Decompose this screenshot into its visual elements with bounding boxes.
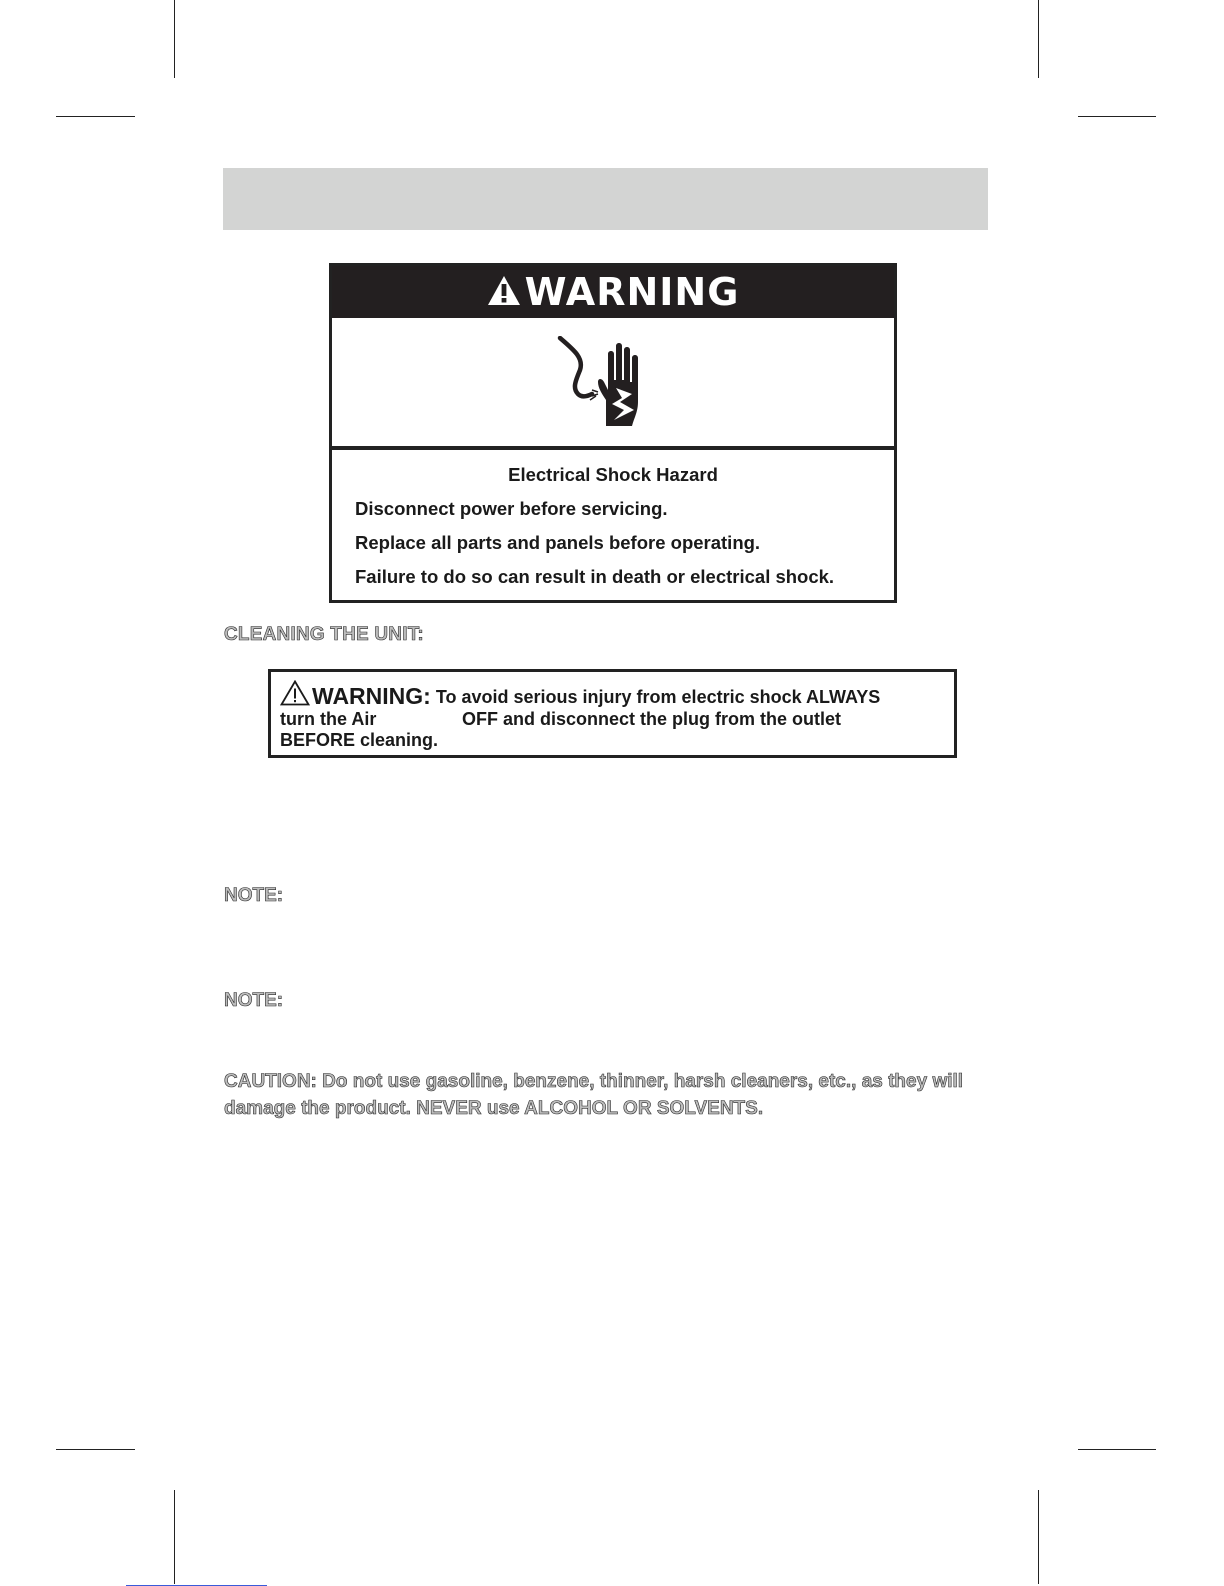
- note-label: NOTE:: [224, 885, 284, 906]
- cleaning-warning-line-3: BEFORE cleaning.: [280, 730, 439, 750]
- crop-mark-bottom-left-horizontal: [56, 1449, 135, 1450]
- cleaning-warning-line-1: [280, 680, 880, 710]
- caution-text: CAUTION: Do not use gasoline, benzene, thinner, harsh cleaners, etc., as they will damage the product. NEVER use ALCOHOL OR SOLVENTS.: [224, 1071, 964, 1119]
- hazard-instruction: Replace all parts and panels before operating.: [355, 532, 761, 553]
- crop-mark-top-left-vertical: [174, 0, 175, 78]
- warning-triangle-outline-icon: [280, 680, 310, 706]
- crop-mark-top-left-horizontal: [56, 116, 135, 117]
- warning-triangle-icon: [487, 274, 521, 308]
- warning-text-area: [332, 449, 894, 601]
- cleaning-warning-label: WARNING:: [312, 683, 431, 709]
- section-heading: CLEANING THE UNIT:: [224, 624, 424, 645]
- section-header-band: [223, 168, 988, 230]
- warning-title-bar: [332, 266, 894, 318]
- crop-mark-bottom-left-vertical: [174, 1490, 175, 1584]
- warning-title: WARNING: [524, 270, 740, 314]
- cleaning-warning-line-2-end: OFF and disconnect the plug from the outlet: [462, 709, 841, 729]
- cleaning-warning-text: To avoid serious injury from electric shock ALWAYS: [435, 687, 881, 707]
- hazard-instruction: Disconnect power before servicing.: [355, 498, 668, 519]
- crop-mark-bottom-right-horizontal: [1078, 1449, 1156, 1450]
- cleaning-warning-box: [268, 669, 957, 758]
- crop-mark-top-right-vertical: [1038, 0, 1039, 78]
- note-label: NOTE:: [224, 990, 284, 1011]
- hazard-consequence: Failure to do so can result in death or electrical shock.: [355, 566, 835, 587]
- crop-mark-bottom-right-vertical: [1038, 1490, 1039, 1584]
- hazard-title: Electrical Shock Hazard: [508, 464, 718, 485]
- warning-icon-area: [332, 318, 894, 449]
- electric-shock-hand-icon: [554, 336, 654, 436]
- crop-mark-top-right-horizontal: [1078, 116, 1156, 117]
- cleaning-warning-line-2-start: turn the Air: [280, 709, 377, 729]
- electrical-warning-panel: [329, 263, 897, 603]
